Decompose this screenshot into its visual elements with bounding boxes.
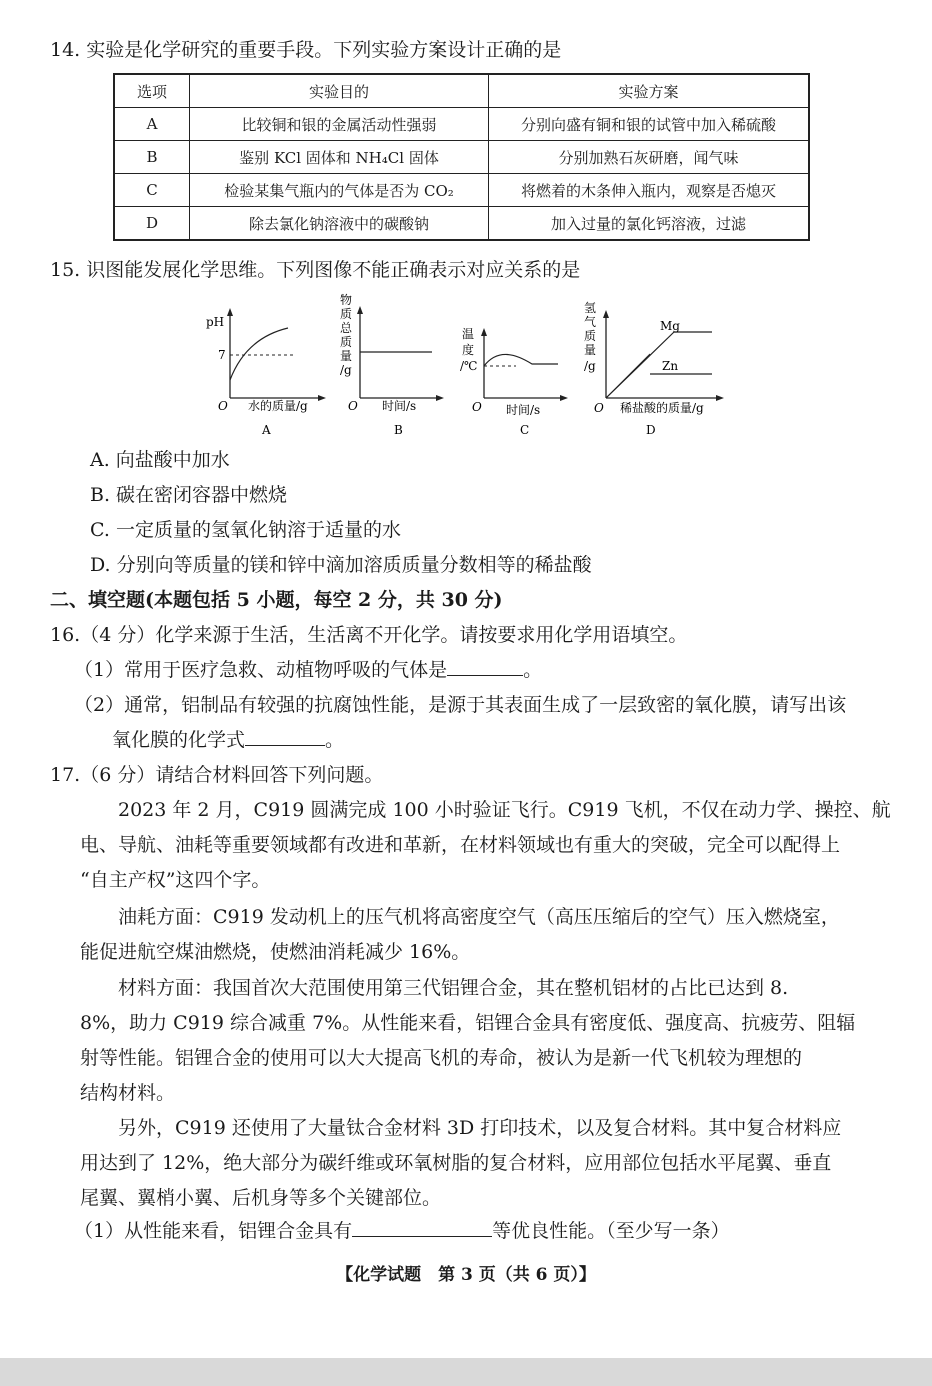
graph-b [336, 290, 446, 440]
y-label: 物 [340, 293, 353, 307]
answer-blank[interactable] [352, 1218, 492, 1237]
q15-option-b: B. 碳在密闭容器中燃烧 [90, 484, 288, 506]
table-cell: 加入过量的氯化钙溶液，过滤 [489, 207, 810, 241]
q15-stem: 15. 识图能发展化学思维。下列图像不能正确表示对应关系的是 [50, 259, 581, 281]
q17-paragraph-line: 2023 年 2 月，C919 圆满完成 100 小时验证飞行。C919 飞机，不仅在动力学、操控、航 [118, 799, 891, 821]
origin-label: O [348, 399, 358, 413]
table-cell: 分别向盛有铜和银的试管中加入稀硫酸 [489, 108, 810, 141]
answer-blank[interactable] [447, 657, 523, 676]
x-label: 水的质量/g [248, 399, 308, 413]
q17-part1 [74, 1218, 730, 1244]
table-cell: 检验某集气瓶内的气体是否为 CO₂ [190, 174, 489, 207]
q16-part2-text: 氧化膜的化学式 [112, 729, 246, 751]
y-label: 量 [584, 343, 597, 357]
y-label: 质 [340, 307, 353, 321]
q17-paragraph-line: “自主产权”这四个字。 [80, 869, 271, 891]
table-row [114, 141, 809, 174]
q17-paragraph-line: 油耗方面：C919 发动机上的压气机将高密度空气（高压压缩后的空气）压入燃烧室， [118, 906, 840, 928]
table-header: 选项 [114, 74, 190, 108]
x-axis-arrow [716, 395, 724, 401]
experiment-table [113, 73, 810, 241]
table-header: 实验方案 [489, 74, 810, 108]
q15-option-a: A. 向盐酸中加水 [90, 449, 230, 471]
table-cell: 除去氯化钠溶液中的碳酸钠 [190, 207, 489, 241]
graph-d [580, 300, 730, 440]
y-label: 氢 [584, 301, 597, 315]
series-label-zn: Zn [662, 359, 679, 373]
y-label: 质 [584, 329, 597, 343]
y-label: 质 [340, 335, 353, 349]
table-cell: D [114, 207, 190, 241]
y-label: 度 [462, 343, 475, 357]
q16-part2-line1: （2）通常，铝制品有较强的抗腐蚀性能，是源于其表面生成了一层致密的氧化膜，请写出该 [74, 694, 847, 716]
x-label: 时间/s [506, 403, 541, 417]
page-footer: 【化学试题 第 3 页（共 6 页）】 [336, 1265, 596, 1285]
table-cell: B [114, 141, 190, 174]
table-cell: A [114, 108, 190, 141]
y-label: 总 [340, 321, 353, 335]
caption: C [520, 423, 530, 437]
q17-paragraph-line: 能促进航空煤油燃烧，使燃油消耗减少 16%。 [80, 941, 471, 963]
caption: B [394, 423, 403, 437]
q17-part1-end: 等优良性能。（至少写一条） [492, 1220, 730, 1242]
q16-part1-text: （1）常用于医疗急救、动植物呼吸的气体是 [74, 659, 448, 681]
q17-paragraph-line: 8%，助力 C919 综合减重 7%。从性能来看，铝锂合金具有密度低、强度高、抗疲劳、阻辐 [80, 1012, 856, 1034]
x-axis-arrow [318, 395, 326, 401]
table-row [114, 207, 809, 241]
origin-label: O [218, 399, 228, 413]
graph-c [458, 318, 570, 440]
y-label: /g [340, 363, 352, 377]
caption: A [262, 423, 271, 437]
y-label: pH [206, 315, 225, 329]
table-header-row [114, 74, 809, 108]
series-label-mg: Mg [660, 319, 680, 333]
q14-stem: 14. 实验是化学研究的重要手段。下列实验方案设计正确的是 [50, 39, 562, 61]
origin-label: O [472, 400, 482, 414]
bottom-bar [0, 1358, 932, 1386]
q17-paragraph-line: 电、导航、油耗等重要领域都有改进和革新，在材料领域也有重大的突破，完全可以配得上 [80, 834, 841, 856]
table-cell: C [114, 174, 190, 207]
punctuation: 。 [325, 729, 345, 751]
tick-7: 7 [218, 348, 226, 362]
y-axis-arrow [357, 306, 363, 314]
temperature-curve [484, 354, 558, 366]
y-label: /g [584, 359, 596, 373]
q17-stem: 17.（6 分）请结合材料回答下列问题。 [50, 764, 384, 786]
zn-line-rise [606, 354, 650, 398]
q16-part2-line2 [112, 727, 344, 753]
table-row [114, 174, 809, 207]
y-axis-arrow [227, 308, 233, 316]
q16-stem: 16.（4 分）化学来源于生活，生活离不开化学。请按要求用化学用语填空。 [50, 624, 688, 646]
y-label: /℃ [460, 359, 478, 373]
punctuation: 。 [523, 659, 543, 681]
q17-paragraph-line: 材料方面：我国首次大范围使用第三代铝锂合金，其在整机铝材的占比已达到 8. [118, 977, 789, 999]
y-label: 量 [340, 349, 353, 363]
x-axis-arrow [560, 395, 568, 401]
q17-paragraph-line: 尾翼、翼梢小翼、后机身等多个关键部位。 [80, 1187, 442, 1209]
q17-paragraph-line: 射等性能。铝锂合金的使用可以大大提高飞机的寿命，被认为是新一代飞机较为理想的 [80, 1047, 803, 1069]
caption: D [646, 423, 656, 437]
x-axis-arrow [436, 395, 444, 401]
x-label: 稀盐酸的质量/g [620, 401, 704, 415]
y-label: 气 [584, 315, 597, 329]
ph-curve [230, 328, 288, 380]
origin-label: O [594, 401, 604, 415]
q17-part1-text: （1）从性能来看，铝锂合金具有 [74, 1220, 353, 1242]
y-axis-arrow [481, 328, 487, 336]
q17-paragraph-line: 另外，C919 还使用了大量钛合金材料 3D 打印技术，以及复合材料。其中复合材料应 [118, 1117, 842, 1139]
table-cell: 将燃着的木条伸入瓶内，观察是否熄灭 [489, 174, 810, 207]
q16-part1 [74, 657, 542, 683]
table-cell: 鉴别 KCl 固体和 NH₄Cl 固体 [190, 141, 489, 174]
q15-option-c: C. 一定质量的氢氧化钠溶于适量的水 [90, 519, 401, 541]
table-cell: 比较铜和银的金属活动性强弱 [190, 108, 489, 141]
answer-blank[interactable] [245, 727, 325, 746]
table-row [114, 108, 809, 141]
q15-option-d: D. 分别向等质量的镁和锌中滴加溶质质量分数相等的稀盐酸 [90, 554, 592, 576]
table-cell: 分别加熟石灰研磨，闻气味 [489, 141, 810, 174]
y-label: 温 [462, 327, 475, 341]
table-header: 实验目的 [190, 74, 489, 108]
y-axis-arrow [603, 310, 609, 318]
x-label: 时间/s [382, 399, 417, 413]
q17-paragraph-line: 用达到了 12%，绝大部分为碳纤维或环氧树脂的复合材料，应用部位包括水平尾翼、垂直 [80, 1152, 832, 1174]
q17-paragraph-line: 结构材料。 [80, 1082, 176, 1104]
graph-a [198, 300, 328, 440]
section-heading: 二、填空题(本题包括 5 小题，每空 2 分，共 30 分) [50, 589, 503, 611]
